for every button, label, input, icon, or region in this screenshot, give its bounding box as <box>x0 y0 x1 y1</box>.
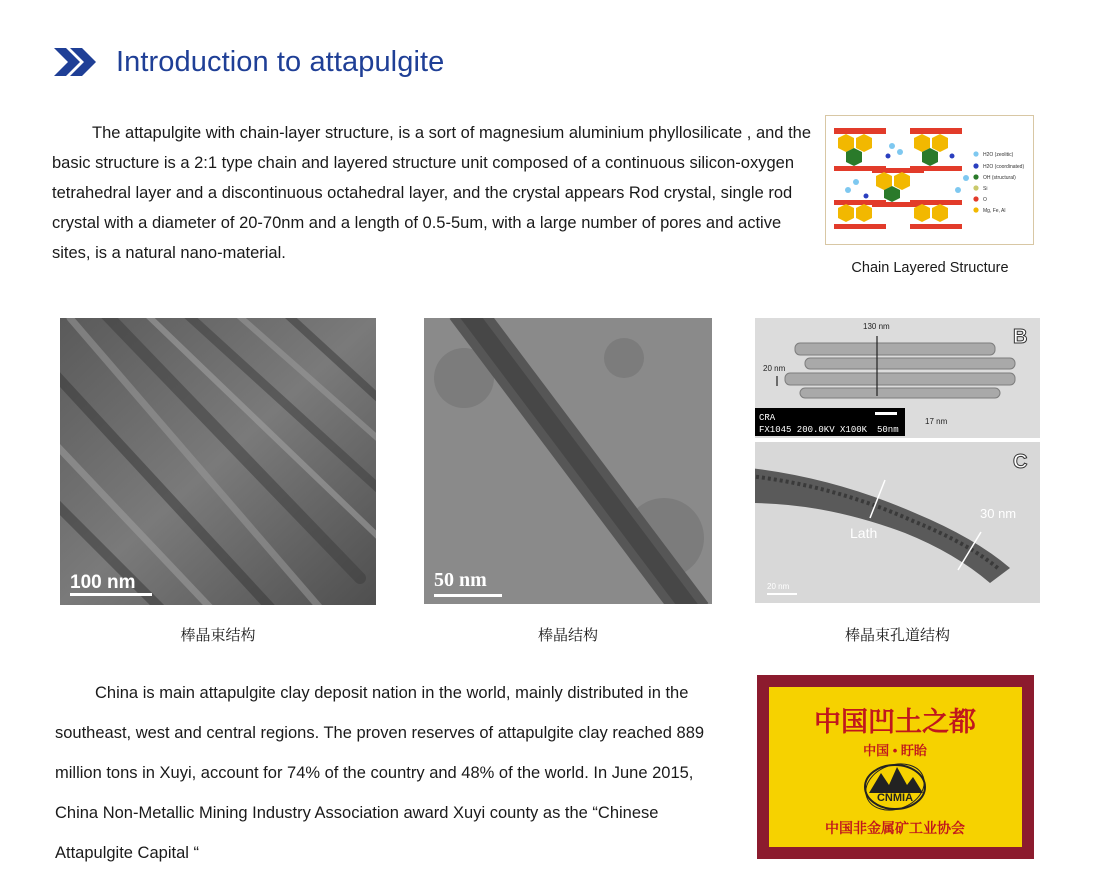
plaque-panel <box>769 687 1022 847</box>
micrograph-caption-1: 棒晶束结构 <box>180 627 256 644</box>
panel-b-info-line-1: CRA <box>759 413 776 423</box>
intro-paragraph: The attapulgite with chain-layer structure, is a sort of magnesium aluminium phyllosilicate , and the basic structure is a 2:1 type chain and layered structure unit composed of a continuous silicon-oxygen tetrahedral layer and a discontinuous octahedral layer, and the crystal appears Rod crystal, single rod crystal with a diameter of 20-70nm and a length of 0.5-5um, with a large number of pores and active sites, is a natural nano-material. <box>52 124 812 262</box>
tem-micrograph-single-rod <box>424 318 712 604</box>
plaque-subtitle: 中国 • 盱眙 <box>863 743 927 758</box>
chain-layered-structure-figure <box>825 115 1034 245</box>
panel-b-info-line-2: FX1045 200.0KV X100K <box>759 425 868 435</box>
legend-silicon: Si <box>983 186 988 192</box>
panel-b-info-scale: 50nm <box>877 425 899 435</box>
legend-oxygen: O <box>983 197 987 203</box>
china-paragraph: China is main attapulgite clay deposit nation in the world, mainly distributed in the southeast, west and central regions. The proven reserves of attapulgite clay reached 889 million tons in Xuyi, account for 74% of the country and 48% of the world. In June 2015, China Non-Metallic Mining Industry Association award Xuyi county as the “Chinese Attapulgite Capital “ <box>55 684 705 862</box>
micrograph-caption-2: 棒晶结构 <box>537 627 598 644</box>
double-chevron-right-icon <box>52 44 104 80</box>
panel-b-label-17nm: 17 nm <box>925 417 948 426</box>
crystal-cluster <box>834 128 886 171</box>
title-row <box>52 40 444 84</box>
panel-c <box>755 442 1040 603</box>
legend-zeolitic-water: H2O (zeolitic) <box>983 152 1014 158</box>
scale-label-50nm: 50 nm <box>434 569 487 591</box>
micrograph-caption-3: 棒晶束孔道结构 <box>844 627 950 644</box>
plaque-title: 中国凹土之都 <box>814 707 976 738</box>
page-title: Introduction to attapulgite <box>116 45 445 78</box>
panel-b-letter: B <box>1013 326 1028 348</box>
legend-hydroxyl: OH (structural) <box>983 175 1016 181</box>
attapulgite-capital-plaque <box>757 675 1034 859</box>
plaque-logo-text: CNMIA <box>876 792 914 804</box>
panel-b <box>755 318 1040 438</box>
tem-micrograph-rod-bundle <box>60 318 376 605</box>
panel-c-label-30nm: 30 nm <box>980 506 1017 521</box>
panel-c-label-20nm: 20 nm <box>767 582 790 591</box>
structure-caption: Chain Layered Structure <box>851 260 1009 276</box>
panel-c-letter: C <box>1013 451 1028 473</box>
panel-b-label-130nm: 130 nm <box>863 322 890 331</box>
cnmia-logo-icon <box>859 756 930 818</box>
panel-b-label-20nm: 20 nm <box>763 364 786 373</box>
plaque-footer: 中国非金属矿工业协会 <box>825 820 965 836</box>
panel-c-label-lath: Lath <box>850 525 878 541</box>
legend-coordinated-water: H2O (coordinated) <box>983 164 1025 170</box>
scale-label-100nm: 100 nm <box>70 572 136 593</box>
tem-micrograph-rod-bundle-pores <box>755 318 1040 603</box>
legend-metals: Mg, Fe, Al <box>983 208 1006 214</box>
